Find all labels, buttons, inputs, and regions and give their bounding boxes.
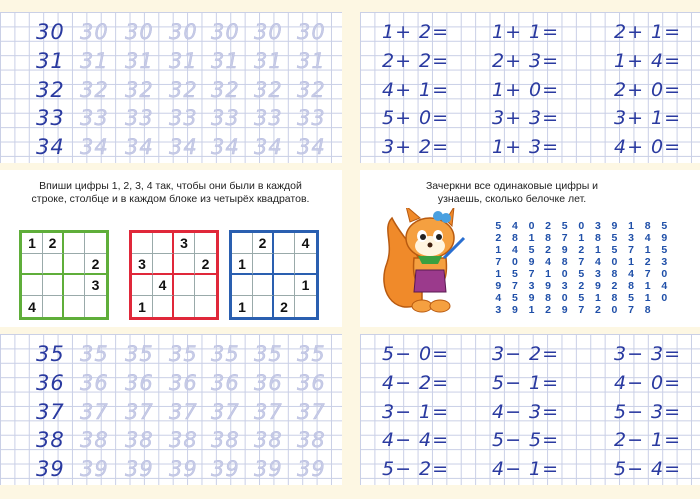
digit[interactable]: 7 xyxy=(511,280,518,292)
trace-number: 35 xyxy=(169,342,198,366)
copy-panel-top-left xyxy=(0,12,342,163)
digit[interactable]: 9 xyxy=(528,256,535,268)
equations-panel-bottom-right xyxy=(360,334,700,485)
digit[interactable]: 8 xyxy=(545,292,551,304)
trace-number: 34 xyxy=(125,135,154,160)
digit[interactable]: 9 xyxy=(661,232,668,244)
equation: 2+ 3= xyxy=(492,49,560,72)
sudoku-cell[interactable] xyxy=(153,296,174,317)
trace-number: 30 xyxy=(125,20,154,44)
digit[interactable]: 0 xyxy=(528,220,535,232)
copy-row xyxy=(0,76,342,105)
copy-row xyxy=(0,133,342,162)
sudoku-grid xyxy=(129,230,219,320)
digit[interactable]: 9 xyxy=(594,280,601,292)
sample-number: 34 xyxy=(36,135,65,160)
sudoku-cell[interactable] xyxy=(85,233,106,254)
trace-number: 31 xyxy=(125,48,154,73)
trace-number: 36 xyxy=(125,370,154,395)
equation: 4− 0= xyxy=(614,371,682,394)
sudoku-cell[interactable] xyxy=(64,233,85,254)
trace-number: 34 xyxy=(80,135,109,160)
digit[interactable]: 5 xyxy=(661,220,668,232)
digit[interactable]: 1 xyxy=(594,292,601,304)
equation: 2+ 1= xyxy=(614,21,682,43)
trace-number: 32 xyxy=(169,77,198,102)
digit[interactable]: 1 xyxy=(644,280,651,292)
trace-number: 38 xyxy=(80,428,109,453)
sudoku-cell[interactable] xyxy=(43,254,64,275)
trace-number: 30 xyxy=(169,20,198,44)
trace-number: 31 xyxy=(169,48,198,73)
digit[interactable]: 1 xyxy=(644,292,651,304)
equation-row xyxy=(360,76,700,105)
sudoku-grid xyxy=(229,230,319,320)
digit[interactable]: 4 xyxy=(661,280,668,292)
equation: 2+ 2= xyxy=(382,49,450,72)
sample-number: 32 xyxy=(36,77,65,102)
digit[interactable]: 5 xyxy=(611,232,618,244)
sudoku-cell[interactable]: 2 xyxy=(43,233,64,254)
digit[interactable]: 4 xyxy=(644,232,651,244)
trace-number: 37 xyxy=(297,399,326,424)
sudoku-cell[interactable] xyxy=(253,275,274,296)
digit[interactable]: 3 xyxy=(594,268,601,280)
equation: 3+ 1= xyxy=(614,107,682,130)
trace-number: 36 xyxy=(80,370,109,395)
digit[interactable]: 2 xyxy=(594,304,601,316)
copy-row xyxy=(0,340,342,369)
digit[interactable]: 1 xyxy=(495,268,502,280)
digit[interactable]: 9 xyxy=(528,292,535,304)
equation: 1+ 0= xyxy=(492,78,560,101)
equation: 3+ 2= xyxy=(382,136,450,159)
digit[interactable]: 2 xyxy=(545,244,551,256)
sudoku-cell[interactable]: 3 xyxy=(85,275,106,296)
digit[interactable]: 8 xyxy=(628,280,634,292)
trace-number: 30 xyxy=(80,20,109,44)
digit[interactable]: 5 xyxy=(578,268,585,280)
sudoku-cell[interactable] xyxy=(174,296,195,317)
copy-row xyxy=(0,47,342,76)
digit[interactable]: 5 xyxy=(628,292,634,304)
sudoku-cell[interactable] xyxy=(232,233,253,254)
digit[interactable]: 1 xyxy=(528,232,535,244)
sudoku-cell[interactable] xyxy=(195,296,216,317)
sudoku-cell[interactable] xyxy=(64,275,85,296)
digit[interactable]: 5 xyxy=(661,244,668,256)
copy-row xyxy=(0,369,342,398)
sudoku-cell[interactable] xyxy=(64,296,85,317)
equation: 3+ 3= xyxy=(492,107,560,130)
trace-number: 33 xyxy=(169,106,198,131)
digit[interactable]: 5 xyxy=(611,244,618,256)
trace-number: 37 xyxy=(211,399,240,424)
digit[interactable]: 4 xyxy=(628,268,634,280)
sample-number: 38 xyxy=(36,428,65,453)
trace-number: 35 xyxy=(80,342,109,366)
sample-number: 37 xyxy=(36,399,65,424)
digit[interactable]: 0 xyxy=(511,256,518,268)
copy-row xyxy=(0,426,342,455)
digit[interactable]: 5 xyxy=(511,292,518,304)
digit[interactable]: 7 xyxy=(578,304,585,316)
sudoku-cell[interactable] xyxy=(232,275,253,296)
trace-number: 34 xyxy=(211,135,240,160)
equation: 4− 2= xyxy=(382,371,450,394)
sudoku-cell[interactable] xyxy=(85,296,106,317)
digit[interactable]: 8 xyxy=(511,232,518,244)
sudoku-cell[interactable]: 3 xyxy=(132,254,153,275)
equation: 5− 1= xyxy=(492,371,560,394)
trace-number: 38 xyxy=(297,428,326,453)
equation-row xyxy=(360,340,700,369)
trace-number: 39 xyxy=(297,457,326,482)
trace-number: 36 xyxy=(169,370,198,395)
sudoku-cell[interactable]: 4 xyxy=(22,296,43,317)
equation: 5− 3= xyxy=(614,400,682,423)
trace-number: 30 xyxy=(211,20,240,44)
digit[interactable]: 2 xyxy=(545,220,551,232)
sample-number: 30 xyxy=(36,20,65,44)
equation: 1+ 2= xyxy=(382,21,450,43)
trace-number: 38 xyxy=(169,428,198,453)
equation: 5− 0= xyxy=(382,343,450,365)
trace-number: 37 xyxy=(254,399,283,424)
digit[interactable]: 7 xyxy=(561,232,568,244)
equations-panel-top-right xyxy=(360,12,700,163)
trace-number: 33 xyxy=(80,106,109,131)
trace-number: 34 xyxy=(297,135,326,160)
digit[interactable]: 1 xyxy=(528,304,535,316)
squirrel-instruction: Зачеркни все одинаковые цифры и узнаешь, сколько белочке лет. xyxy=(425,180,599,205)
trace-number: 31 xyxy=(80,48,109,73)
digit[interactable]: 9 xyxy=(611,220,618,232)
digit[interactable]: 2 xyxy=(644,256,651,268)
sudoku-cell[interactable]: 2 xyxy=(274,296,295,317)
squirrel-illustration xyxy=(372,208,472,323)
digit[interactable]: 2 xyxy=(495,232,502,244)
digit[interactable]: 1 xyxy=(628,220,634,232)
digit[interactable]: 5 xyxy=(578,292,585,304)
sudoku-cell[interactable] xyxy=(153,254,174,275)
trace-number: 31 xyxy=(297,48,326,73)
digit[interactable]: 4 xyxy=(511,244,518,256)
digit[interactable]: 1 xyxy=(578,232,585,244)
digit[interactable]: 0 xyxy=(611,304,618,316)
digit[interactable]: 0 xyxy=(561,292,568,304)
equation-row xyxy=(360,398,700,427)
digit[interactable]: 7 xyxy=(578,256,585,268)
trace-number: 34 xyxy=(169,135,198,160)
equation: 1+ 1= xyxy=(492,21,560,43)
digit[interactable]: 1 xyxy=(644,244,651,256)
trace-number: 38 xyxy=(254,428,283,453)
equation: 1+ 3= xyxy=(492,136,560,159)
equation: 5+ 0= xyxy=(382,107,450,130)
sudoku-cell[interactable] xyxy=(132,233,153,254)
digit[interactable]: 1 xyxy=(628,256,634,268)
sudoku-cell[interactable] xyxy=(64,254,85,275)
digit[interactable]: 7 xyxy=(495,256,502,268)
trace-number: 33 xyxy=(254,106,283,131)
equation-row xyxy=(360,426,700,455)
sudoku-cell[interactable] xyxy=(195,275,216,296)
equation: 2− 1= xyxy=(614,429,682,452)
trace-number: 35 xyxy=(125,342,154,366)
sudoku-cell[interactable] xyxy=(295,296,316,317)
digit[interactable]: 2 xyxy=(578,280,585,292)
digit[interactable]: 4 xyxy=(495,292,502,304)
trace-number: 32 xyxy=(211,77,240,102)
copy-row xyxy=(0,398,342,427)
trace-number: 35 xyxy=(211,342,240,366)
sudoku-cell[interactable] xyxy=(274,254,295,275)
sudoku-cell[interactable]: 4 xyxy=(153,275,174,296)
equation: 4+ 1= xyxy=(382,78,450,101)
equation: 4− 1= xyxy=(492,458,560,481)
sudoku-grid xyxy=(19,230,109,320)
trace-number: 32 xyxy=(80,77,109,102)
sudoku-instruction: Впиши цифры 1, 2, 3, 4 так, чтобы они были в каждой строке, столбце и в каждом блоке из четырёх квадратов. xyxy=(31,180,310,205)
squirrel-panel xyxy=(360,170,700,327)
sudoku-cell[interactable] xyxy=(274,233,295,254)
sample-number: 35 xyxy=(36,342,65,366)
digit-grid xyxy=(490,220,673,316)
equation: 5− 4= xyxy=(614,458,682,481)
trace-number: 38 xyxy=(125,428,154,453)
digit[interactable]: 5 xyxy=(495,220,502,232)
sudoku-cell[interactable]: 3 xyxy=(174,233,195,254)
trace-number: 32 xyxy=(254,77,283,102)
digit[interactable]: 3 xyxy=(661,256,668,268)
sudoku-panel xyxy=(0,170,342,327)
digit[interactable]: 2 xyxy=(578,244,585,256)
digit[interactable]: 0 xyxy=(611,256,618,268)
equation-row xyxy=(360,18,700,47)
trace-number: 33 xyxy=(125,106,154,131)
digit[interactable]: 1 xyxy=(495,244,502,256)
sudoku-cell[interactable] xyxy=(274,275,295,296)
equation-row xyxy=(360,47,700,76)
sudoku-cell[interactable]: 1 xyxy=(22,233,43,254)
digit[interactable]: 2 xyxy=(545,304,551,316)
copy-row xyxy=(0,104,342,133)
trace-number: 39 xyxy=(80,457,109,482)
digit[interactable]: 2 xyxy=(611,280,618,292)
digit[interactable]: 8 xyxy=(545,232,551,244)
copy-row xyxy=(0,18,342,47)
equation: 3− 2= xyxy=(492,343,560,365)
sudoku-cell[interactable] xyxy=(295,254,316,275)
digit[interactable]: 1 xyxy=(594,244,601,256)
trace-number: 36 xyxy=(254,370,283,395)
sudoku-cell[interactable]: 1 xyxy=(232,254,253,275)
trace-number: 37 xyxy=(125,399,154,424)
trace-number: 34 xyxy=(254,135,283,160)
equation: 4− 3= xyxy=(492,400,560,423)
digit[interactable]: 8 xyxy=(611,292,618,304)
trace-number: 33 xyxy=(297,106,326,131)
trace-number: 30 xyxy=(297,20,326,44)
trace-number: 37 xyxy=(169,399,198,424)
equation: 3− 1= xyxy=(382,400,450,423)
digit[interactable]: 9 xyxy=(511,304,518,316)
sample-number: 33 xyxy=(36,106,65,131)
equation: 5− 2= xyxy=(382,458,450,481)
trace-number: 39 xyxy=(254,457,283,482)
digit[interactable]: 7 xyxy=(528,268,535,280)
sudoku-cell[interactable] xyxy=(22,275,43,296)
trace-number: 39 xyxy=(211,457,240,482)
digit[interactable]: 7 xyxy=(628,304,634,316)
sudoku-cell[interactable]: 1 xyxy=(295,275,316,296)
sudoku-cell[interactable] xyxy=(253,254,274,275)
digit[interactable]: 0 xyxy=(561,268,568,280)
copy-row xyxy=(0,455,342,484)
digit[interactable]: 3 xyxy=(495,304,502,316)
sample-number: 39 xyxy=(36,457,65,482)
equation-row xyxy=(360,104,700,133)
sudoku-cell[interactable]: 2 xyxy=(85,254,106,275)
digit[interactable]: 4 xyxy=(545,256,551,268)
digit[interactable]: 5 xyxy=(528,244,535,256)
trace-number: 30 xyxy=(254,20,283,44)
digit[interactable]: 0 xyxy=(661,292,668,304)
trace-number: 36 xyxy=(211,370,240,395)
digit[interactable]: 9 xyxy=(561,304,568,316)
digit[interactable]: 0 xyxy=(578,220,585,232)
sudoku-cell[interactable] xyxy=(43,296,64,317)
copy-panel-bottom-left xyxy=(0,334,342,485)
trace-number: 35 xyxy=(254,342,283,366)
trace-number: 32 xyxy=(125,77,154,102)
sudoku-cell[interactable] xyxy=(43,275,64,296)
equation: 4+ 0= xyxy=(614,136,682,159)
digit[interactable]: 8 xyxy=(611,268,618,280)
digit[interactable]: 3 xyxy=(528,280,535,292)
trace-number: 37 xyxy=(80,399,109,424)
digit[interactable]: 0 xyxy=(661,268,668,280)
digit[interactable]: 9 xyxy=(495,280,502,292)
trace-number: 31 xyxy=(211,48,240,73)
trace-number: 35 xyxy=(297,342,326,366)
sudoku-cell[interactable] xyxy=(132,275,153,296)
digit[interactable]: 3 xyxy=(561,280,568,292)
sudoku-cell[interactable] xyxy=(174,254,195,275)
equation: 1+ 4= xyxy=(614,49,682,72)
sudoku-cell[interactable]: 2 xyxy=(195,254,216,275)
sudoku-cell[interactable] xyxy=(174,275,195,296)
trace-number: 36 xyxy=(297,370,326,395)
digit[interactable]: 5 xyxy=(511,268,518,280)
equation: 5− 5= xyxy=(492,429,560,452)
digit[interactable]: 3 xyxy=(628,232,634,244)
digit[interactable]: 8 xyxy=(644,220,651,232)
trace-number: 31 xyxy=(254,48,283,73)
digit[interactable]: 8 xyxy=(561,256,568,268)
digit[interactable]: 8 xyxy=(594,232,601,244)
trace-number: 39 xyxy=(125,457,154,482)
trace-number: 38 xyxy=(211,428,240,453)
sudoku-cell[interactable] xyxy=(253,296,274,317)
trace-number: 33 xyxy=(211,106,240,131)
digit[interactable]: 5 xyxy=(561,220,568,232)
trace-number: 32 xyxy=(297,77,326,102)
digit[interactable]: 3 xyxy=(594,220,601,232)
digit[interactable]: 1 xyxy=(545,268,551,280)
equation: 3− 3= xyxy=(614,343,682,365)
equation-row xyxy=(360,133,700,162)
digit[interactable]: 4 xyxy=(594,256,601,268)
equation: 4− 4= xyxy=(382,429,450,452)
equation: 2+ 0= xyxy=(614,78,682,101)
sample-number: 36 xyxy=(36,370,65,395)
digit[interactable]: 9 xyxy=(561,244,568,256)
sudoku-cell[interactable]: 2 xyxy=(253,233,274,254)
digit[interactable]: 4 xyxy=(511,220,518,232)
digit[interactable]: 7 xyxy=(644,268,651,280)
equation-row xyxy=(360,455,700,484)
digit[interactable]: 8 xyxy=(644,304,651,316)
sudoku-cell[interactable]: 4 xyxy=(295,233,316,254)
sudoku-cell[interactable] xyxy=(22,254,43,275)
sample-number: 31 xyxy=(36,48,65,73)
sudoku-cell[interactable] xyxy=(153,233,174,254)
sudoku-cell[interactable] xyxy=(195,233,216,254)
digit[interactable]: 9 xyxy=(545,280,551,292)
sudoku-cell[interactable]: 1 xyxy=(232,296,253,317)
sudoku-cell[interactable]: 1 xyxy=(132,296,153,317)
equation-row xyxy=(360,369,700,398)
trace-number: 39 xyxy=(169,457,198,482)
digit[interactable]: 7 xyxy=(628,244,634,256)
